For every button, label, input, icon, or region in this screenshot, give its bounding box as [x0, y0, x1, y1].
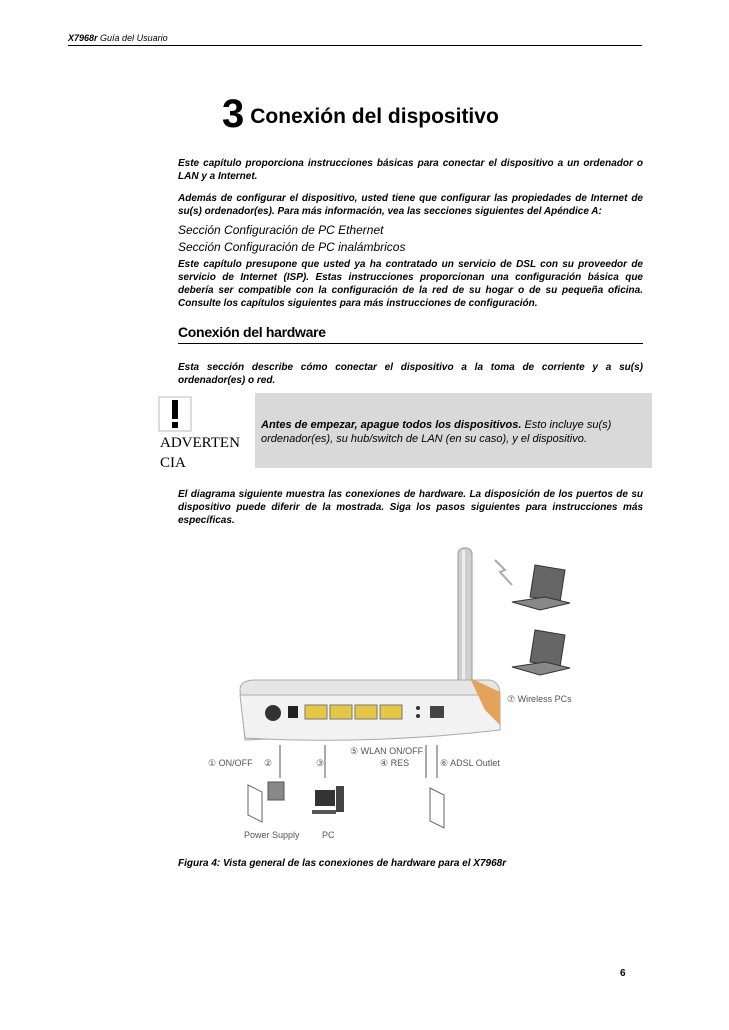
router	[240, 678, 500, 740]
paragraph-1: Este capítulo proporciona instrucciones básicas para conectar el dispositivo a un ordenador o LAN y a Internet.	[178, 158, 643, 182]
page-header	[68, 33, 642, 46]
chapter-title	[222, 92, 499, 137]
warning-icon	[158, 396, 192, 437]
pc-icon	[312, 786, 344, 814]
header-model: X7968r	[68, 33, 98, 43]
power-supply-icon	[248, 782, 284, 822]
intro-paragraph-1	[178, 157, 643, 183]
paragraph-5-block	[178, 488, 643, 527]
label-onoff: ① ON/OFF	[208, 758, 253, 768]
paragraph-4: Esta sección describe cómo conectar el dispositivo a la toma de corriente y a su(s) ordenador(es) o red.	[178, 362, 643, 386]
laptop-icon	[512, 565, 570, 610]
warning-body: Esto incluye su(s) ordenador(es), su hub/switch de LAN (en su caso), y el dispositivo.	[261, 419, 612, 445]
chapter-number: 3	[222, 92, 245, 136]
label-wireless: ⑦ Wireless PCs	[507, 694, 572, 704]
antenna	[458, 548, 472, 688]
label-two: ②	[264, 758, 273, 768]
paragraph-3-block	[178, 258, 643, 310]
header-title: Guía del Usuario	[100, 33, 168, 43]
page-number: 6	[620, 968, 626, 979]
label-res: ④ RES	[380, 758, 410, 768]
label-wlan: ⑤ WLAN ON/OFF	[350, 746, 424, 756]
paragraph-2: Además de configurar el dispositivo, usted tiene que configurar las propiedades de Internet de su(s) ordenador(es). Para más información, vea las secciones siguientes del Apéndice A:	[178, 193, 643, 217]
laptop-icon	[512, 630, 570, 675]
adsl-outlet-icon	[430, 788, 444, 828]
label-power: Power Supply	[244, 830, 300, 840]
label-three: ③	[316, 758, 325, 768]
intro-paragraph-2	[178, 192, 643, 218]
warning-bold: Antes de empezar, apague todos los dispositivos.	[261, 419, 522, 431]
label-adsl: ⑥ ADSL Outlet	[440, 758, 500, 768]
section-wireless: Sección Configuración de PC inalámbricos	[178, 240, 406, 254]
subheading-hardware: Conexión del hardware	[178, 324, 643, 344]
hardware-connection-diagram	[200, 540, 580, 840]
label-pc: PC	[322, 830, 335, 840]
paragraph-5: El diagrama siguiente muestra las conexiones de hardware. La disposición de los puertos de su dispositivo puede diferir de la mostrada. Siga los pasos siguientes para instrucciones más específicas.	[178, 489, 643, 526]
paragraph-4-block	[178, 361, 643, 387]
warning-text	[261, 418, 641, 446]
paragraph-3: Este capítulo presupone que usted ya ha contratado un servicio de DSL con su proveedor de servicio de Internet (ISP). Estas instrucciones proporcionan una configuración básica que debería ser compatible con la configuración de la red de su hogar o de su pequeña oficina. Consulte los capítulos siguientes para más instrucciones de configuración.	[178, 259, 643, 309]
wireless-signal-icon	[495, 560, 512, 585]
section-ethernet: Sección Configuración de PC Ethernet	[178, 223, 384, 237]
figure-caption: Figura 4: Vista general de las conexiones de hardware para el X7968r	[178, 858, 507, 869]
chapter-title-text: Conexión del dispositivo	[250, 105, 499, 128]
warning-label: ADVERTENCIA	[160, 435, 240, 471]
